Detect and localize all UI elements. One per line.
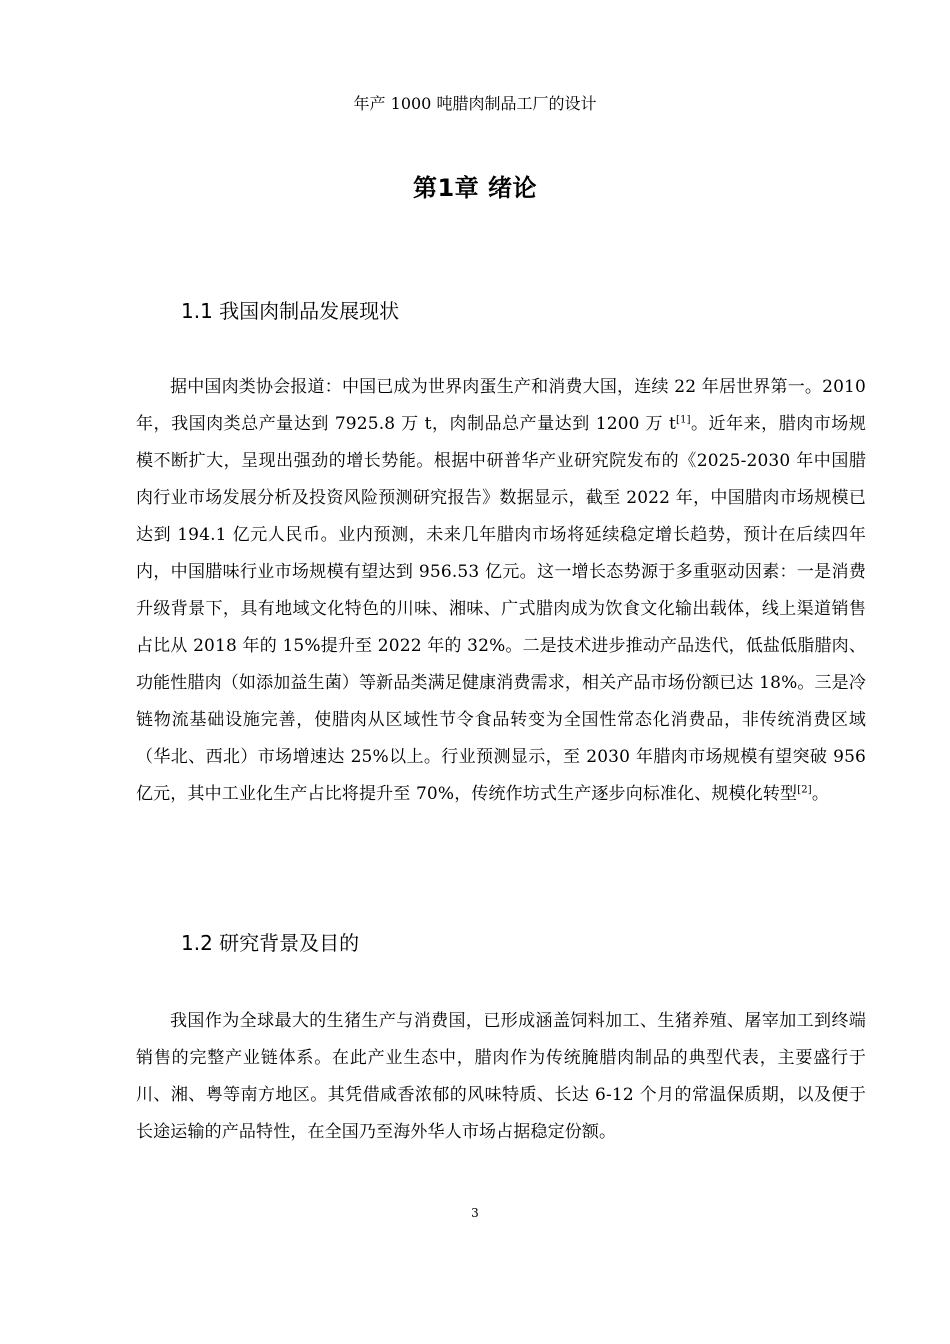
chapter-title: 第1章 绪论: [412, 174, 538, 202]
page-number: 3: [471, 1206, 479, 1220]
paragraph-text: 据中国肉类协会报道：中国已成为世界肉蛋生产和消费大国，连续 22 年居世界第一。2010 年，我国肉类总产量达到 7925.8 万 t，肉制品总产量达到 1200 万 t: [136, 377, 866, 434]
section-heading-1-2: 1.2 研究背景及目的: [181, 931, 360, 955]
section-heading-1-1: 1.1 我国肉制品发展现状: [181, 299, 400, 323]
section-1-1-paragraph: [136, 369, 866, 813]
paragraph-text: 。近年来，腊肉市场规模不断扩大，呈现出强劲的增长势能。根据中研普华产业研究院发布的《2025-2030 年中国腊肉行业市场发展分析及投资风险预测研究报告》数据显示，截至 2022 年，中国腊肉市场规模已达到 194.1 亿元人民币。业内预测，未来几年腊肉市场将延续稳定增长趋势，预计在后续四年内，中国腊味行业市场规模有望达到 956.53 亿元。这一增长态势源于多重驱动因素：一是消费升级背景下，具有地域文化特色的川味、湘味、广式腊肉成为饮食文化输出载体，线上渠道销售占比从 2018 年的 15%提升至 2022 年的 32%。二是技术进步推动产品迭代，低盐低脂腊肉、功能性腊肉（如添加益生菌）等新品类满足健康消费需求，相关产品市场份额已达 18%。三是冷链物流基础设施完善，使腊肉从区域性节令食品转变为全国性常态化消费品，非传统消费区域（华北、西北）市场增速达 25%以上。行业预测显示，至 2030 年腊肉市场规模有望突破 956 亿元，其中工业化生产占比将提升至 70%，传统作坊式生产逐步向标准化、规模化转型: [136, 414, 866, 804]
section-1-2-paragraph: [136, 1003, 866, 1151]
page-header: 年产 1000 吨腊肉制品工厂的设计: [353, 94, 597, 113]
paragraph-text: 。: [811, 784, 829, 804]
citation-ref-2: [2]: [797, 784, 812, 796]
citation-ref-1: [1]: [676, 414, 691, 426]
paragraph-text: 我国作为全球最大的生猪生产与消费国，已形成涵盖饲料加工、生猪养殖、屠宰加工到终端销售的完整产业链体系。在此产业生态中，腊肉作为传统腌腊肉制品的典型代表，主要盛行于川、湘、粤等南方地区。其凭借咸香浓郁的风味特质、长达 6-12 个月的常温保质期，以及便于长途运输的产品特性，在全国乃至海外华人市场占据稳定份额。: [136, 1011, 866, 1142]
